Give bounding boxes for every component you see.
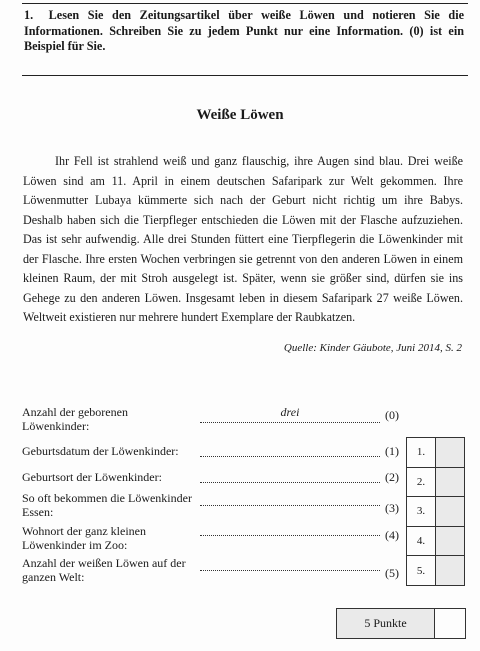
divider-rule (22, 75, 468, 76)
question-label: Geburtsdatum der Löwenkinder: (22, 444, 179, 458)
example-answer: drei (280, 405, 300, 419)
question-number: (3) (385, 501, 399, 515)
answer-line[interactable] (200, 468, 380, 483)
article-source: Quelle: Kinder Gäubote, Juni 2014, S. 2 (283, 342, 462, 354)
total-points-label: 5 Punkte (337, 609, 435, 639)
question-number: (4) (385, 528, 399, 542)
article-body: Ihr Fell ist strahlend weiß und ganz flauschig, ihre Augen sind blau. Drei weiße Löwen sind am 11. April in einem deutschen Safaripark zur Welt gekommen. Ihre Löwenmutter Lubaya kümmerte sich nach der Geburt nicht richtig um ihre Babys. Deshalb haben sich die Tierpfleger entschieden die Löwen mit der Flasche aufzuziehen. Das ist sehr aufwendig. Alle drei Stunden füttert eine Tierpflegerin die Löwenkinder mit der Flasche. Ihre ersten Wochen verbringen sie getrennt von den anderen Löwen in einem kleinen Raum, der mit Stroh ausgelegt ist. Später, wenn sie größer sind, dürfen sie ins Gehege zu den anderen Löwen. Insgesamt leben in diesem Safaripark 27 weiße Löwen. Weltweit existieren nur mehrere hundert Exemplare der Raubkatzen. (23, 154, 463, 325)
score-box-label: 1. (407, 438, 436, 468)
question-label: Wohnort der ganz kleinen Löwenkinder im Zoo: (22, 524, 146, 552)
answer-line[interactable] (200, 491, 380, 506)
scoring-grid (406, 437, 465, 586)
score-box[interactable] (436, 526, 465, 556)
article-title: Weiße Löwen (196, 107, 284, 123)
answer-line[interactable] (200, 405, 380, 423)
task-instruction (24, 8, 464, 55)
question-label: Geburtsort der Löwenkinder: (22, 470, 162, 484)
score-box-label: 3. (407, 497, 436, 527)
question-number: (2) (385, 470, 399, 484)
task-text: Lesen Sie den Zeitungsartikel über weiße Löwen und notieren Sie die Informationen. Schreiben Sie zu jedem Punkt nur eine Information. (0) ist ein Beispiel für Sie. (24, 8, 465, 53)
score-box[interactable] (436, 467, 465, 497)
total-score-box (336, 608, 466, 639)
score-box-label: 2. (407, 467, 436, 497)
question-number: (0) (385, 408, 399, 422)
score-box-label: 5. (407, 556, 436, 586)
answer-line[interactable] (200, 521, 380, 536)
answer-line[interactable] (200, 556, 380, 571)
score-box-label: 4. (407, 526, 436, 556)
question-label: Anzahl der geborenen Löwenkinder: (22, 405, 128, 433)
question-label: So oft bekommen die Löwenkinder Essen: (22, 491, 192, 519)
score-box[interactable] (436, 556, 465, 586)
score-box[interactable] (436, 497, 465, 527)
task-number: 1. (24, 8, 34, 22)
top-rule (22, 3, 468, 4)
question-label: Anzahl der weißen Löwen auf der ganzen Welt: (22, 556, 186, 584)
question-number: (1) (385, 444, 399, 458)
answer-line[interactable] (200, 442, 380, 457)
total-points-field[interactable] (435, 609, 466, 639)
score-box[interactable] (436, 438, 465, 468)
question-number: (5) (385, 566, 399, 580)
